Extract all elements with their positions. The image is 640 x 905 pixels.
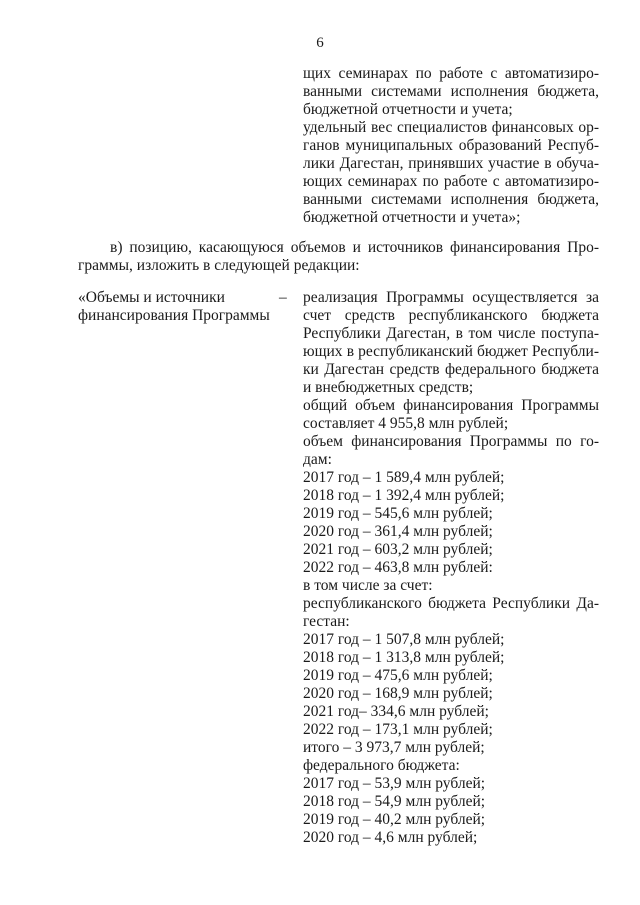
text-line: в) позицию, касающуюся объемов и источников финансирования Про- xyxy=(110,239,599,256)
year-line: 2019 год – 40,2 млн рублей; xyxy=(303,811,486,828)
text-line: ванными системами исполнения бюджета, xyxy=(303,191,599,208)
text-line: счет средств республиканского бюджета xyxy=(303,307,599,324)
year-line: 2022 год – 463,8 млн рублей: xyxy=(303,559,493,576)
text-line: Республики Дагестан, в том числе поступа- xyxy=(303,325,599,342)
text-line: федерального бюджета: xyxy=(303,757,460,774)
position-label xyxy=(78,289,278,325)
text-line: удельный вес специалистов финансовых ор- xyxy=(303,119,599,136)
text-line: дам: xyxy=(303,451,332,468)
text-line: общий объем финансирования Программы xyxy=(303,397,599,414)
text-line: объем финансирования Программы по го- xyxy=(303,433,599,450)
text-line: ки Дагестан средств федерального бюджета xyxy=(303,361,599,378)
year-line: 2018 год – 54,9 млн рублей; xyxy=(303,793,486,810)
text-line: составляет 4 955,8 млн рублей; xyxy=(303,415,509,432)
year-line: 2020 год – 361,4 млн рублей; xyxy=(303,523,493,540)
text-line: финансирования Программы xyxy=(78,307,270,324)
text-line: лики Дагестан, принявших участие в обуча- xyxy=(303,155,599,172)
year-line: 2017 год – 1 507,8 млн рублей; xyxy=(303,631,505,648)
year-line: 2020 год – 4,6 млн рублей; xyxy=(303,829,478,846)
text-line: граммы, изложить в следующей редакции: xyxy=(78,257,360,274)
text-line: ющих в республиканский бюджет Республи- xyxy=(303,343,599,360)
text-line: щих семинарах по работе с автоматизиро- xyxy=(303,65,599,82)
text-line: республиканского бюджета Республики Да- xyxy=(303,595,599,612)
financing-text-block xyxy=(303,289,599,847)
separator-dash: – xyxy=(279,289,287,306)
text-line: «Объемы и источники xyxy=(78,289,225,306)
text-line: бюджетной отчетности и учета»; xyxy=(303,209,521,226)
year-line: 2018 год – 1 313,8 млн рублей; xyxy=(303,649,505,666)
text-line: гестан: xyxy=(303,613,350,630)
year-line: 2021 год – 603,2 млн рублей; xyxy=(303,541,493,558)
text-line: бюджетной отчетности и учета; xyxy=(303,101,513,118)
top-text-block xyxy=(303,65,599,227)
year-line: 2017 год – 1 589,4 млн рублей; xyxy=(303,469,505,486)
text-line: ванными системами исполнения бюджета, xyxy=(303,83,599,100)
year-line: 2021 год– 334,6 млн рублей; xyxy=(303,703,489,720)
year-line: 2019 год – 545,6 млн рублей; xyxy=(303,505,493,522)
text-line: реализация Программы осуществляется за xyxy=(303,289,599,306)
year-line: 2017 год – 53,9 млн рублей; xyxy=(303,775,486,792)
year-line: 2018 год – 1 392,4 млн рублей; xyxy=(303,487,505,504)
year-line: 2022 год – 173,1 млн рублей; xyxy=(303,721,493,738)
year-line: 2020 год – 168,9 млн рублей; xyxy=(303,685,493,702)
text-line: ганов муниципальных образований Респуб- xyxy=(303,137,599,154)
year-line: 2019 год – 475,6 млн рублей; xyxy=(303,667,493,684)
page-number: 6 xyxy=(316,35,324,51)
text-line: и внебюджетных средств; xyxy=(303,379,474,396)
amendment-paragraph xyxy=(78,239,599,275)
text-line: ющих семинарах по работе с автоматизиро- xyxy=(303,173,599,190)
text-line: в том числе за счет: xyxy=(303,577,433,594)
total-line: итого – 3 973,7 млн рублей; xyxy=(303,739,485,756)
